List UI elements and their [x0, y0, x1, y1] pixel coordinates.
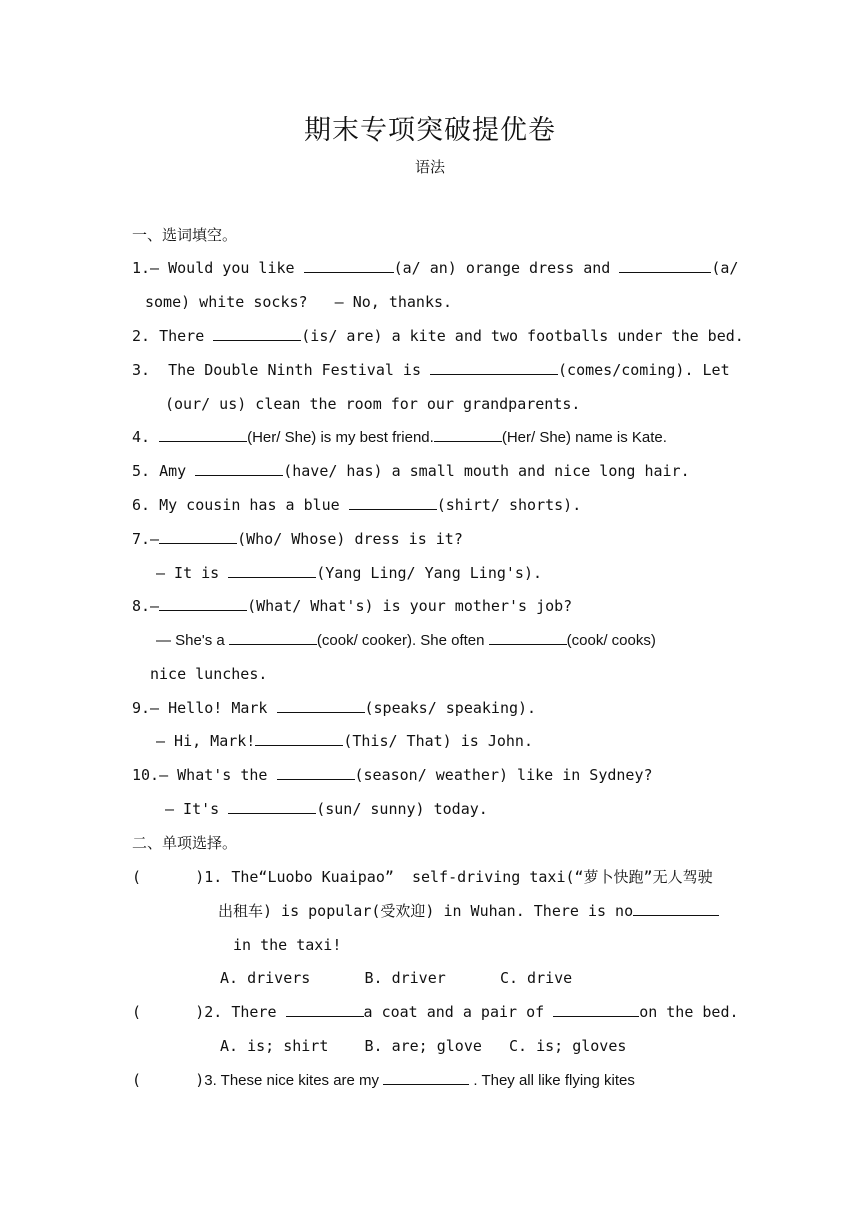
answer-paren[interactable]: ( ) — [132, 1003, 205, 1021]
answer-blank[interactable] — [159, 595, 247, 611]
answer-blank[interactable] — [349, 494, 437, 510]
answer-blank[interactable] — [304, 257, 394, 273]
page-subtitle: 语法 — [414, 158, 445, 176]
question-9-line-2: — Hi, Mark! (This/ That) is John. — [156, 732, 533, 750]
question-7-line-2: — It is (Yang Ling/ Yang Ling's). — [156, 564, 543, 582]
answer-blank[interactable] — [383, 1069, 469, 1085]
answer-blank[interactable] — [159, 528, 237, 544]
answer-blank[interactable] — [228, 798, 316, 814]
answer-blank[interactable] — [229, 629, 317, 645]
answer-blank[interactable] — [619, 257, 711, 273]
answer-blank[interactable] — [277, 764, 355, 780]
question-1-line-1: 1.— Would you like (a/ an) orange dress and (a/ — [132, 259, 739, 277]
mc-question-1-line-1: ( )1. The“Luobo Kuaipao” self-driving taxi(“萝卜快跑”无人驾驶 — [132, 868, 713, 886]
answer-blank[interactable] — [553, 1001, 639, 1017]
mc-question-1-line-2: 出租车) is popular(受欢迎) in Wuhan. There is no — [218, 900, 719, 922]
answer-blank[interactable] — [213, 325, 301, 341]
question-10-line-1: 10.— What's the (season/ weather) like in Sydney? — [132, 766, 653, 784]
section-2-heading: 二、单项选择。 — [132, 834, 238, 852]
mc-question-2: ( )2. There a coat and a pair of on the bed. — [132, 1003, 739, 1021]
question-5: 5. Amy (have/ has) a small mouth and nice long hair. — [132, 462, 690, 480]
page-title: 期末专项突破提优卷 — [304, 115, 556, 146]
answer-paren[interactable]: ( ) — [132, 868, 205, 886]
answer-blank[interactable] — [228, 562, 316, 578]
mc-question-1-options: A. drivers B. driver C. drive — [220, 969, 573, 987]
question-4: 4. (Her/ She) is my best friend. (Her/ She) name is Kate. — [132, 428, 667, 446]
question-6: 6. My cousin has a blue (shirt/ shorts). — [132, 496, 582, 514]
mc-question-1-line-3: in the taxi! — [233, 936, 342, 954]
question-7-line-1: 7.— (Who/ Whose) dress is it? — [132, 530, 463, 548]
question-3-line-2: (our/ us) clean the room for our grandparents. — [165, 395, 581, 413]
answer-blank[interactable] — [286, 1001, 364, 1017]
question-2: 2. There (is/ are) a kite and two footballs under the bed. — [132, 327, 744, 345]
answer-blank[interactable] — [255, 730, 343, 746]
mc-question-3: ( )3. These nice kites are my . They all like flying kites — [132, 1071, 635, 1089]
question-8-line-2: — She's a (cook/ cooker). She often (cook/ cooks) — [156, 629, 656, 651]
question-8-line-1: 8.— (What/ What's) is your mother's job? — [132, 597, 573, 615]
question-10-line-2: — It's (sun/ sunny) today. — [165, 800, 488, 818]
answer-paren[interactable]: ( ) — [132, 1071, 205, 1089]
answer-blank[interactable] — [195, 460, 283, 476]
question-9-line-1: 9.— Hello! Mark (speaks/ speaking). — [132, 699, 537, 717]
question-8-line-3: nice lunches. — [150, 665, 268, 683]
question-1-line-2: some) white socks? — No, thanks. — [145, 293, 453, 311]
answer-blank[interactable] — [633, 900, 719, 916]
answer-blank[interactable] — [159, 426, 247, 442]
mc-question-2-options: A. is; shirt B. are; glove C. is; gloves — [220, 1037, 627, 1055]
answer-blank[interactable] — [489, 629, 567, 645]
question-3-line-1: 3. The Double Ninth Festival is (comes/coming). Let — [132, 361, 730, 379]
answer-blank[interactable] — [434, 426, 502, 442]
answer-blank[interactable] — [277, 697, 365, 713]
answer-blank[interactable] — [430, 359, 558, 375]
section-1-heading: 一、选词填空。 — [132, 226, 238, 244]
